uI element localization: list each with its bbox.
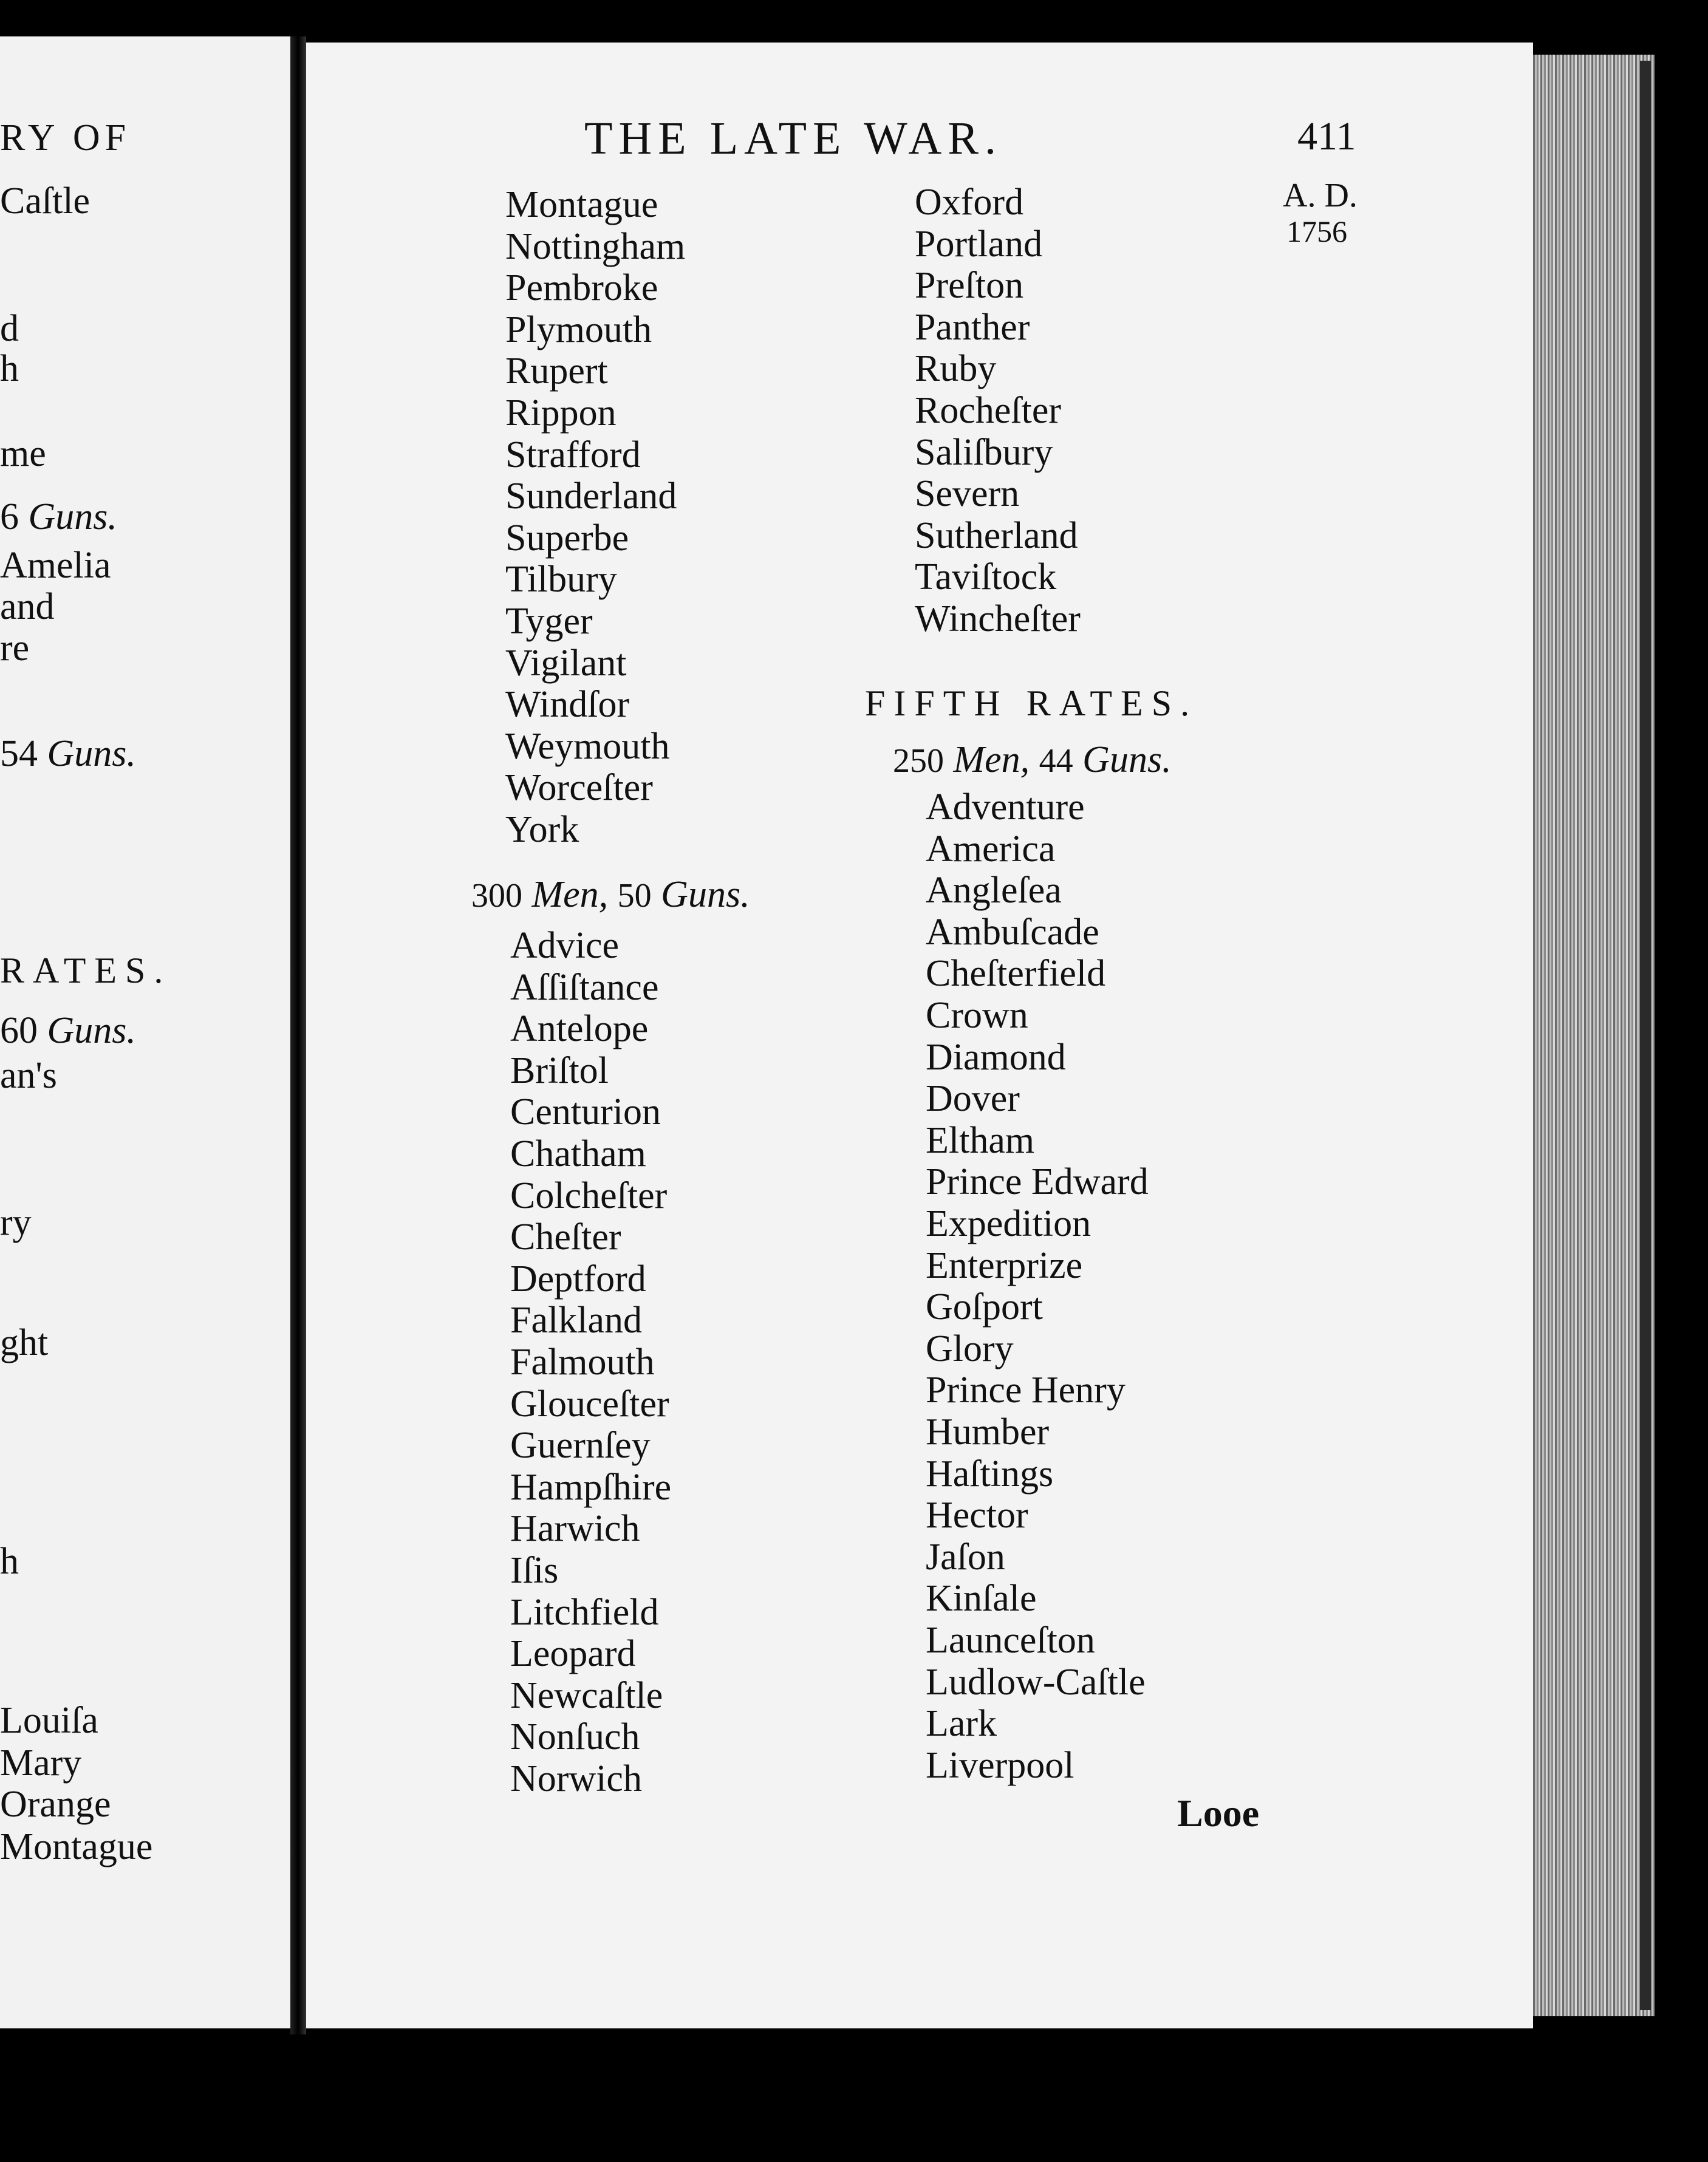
ship-name: Vigilant — [505, 642, 627, 684]
ship-name: Worceſter — [505, 767, 653, 809]
ship-name: Tyger — [505, 601, 593, 642]
ship-name: Adventure — [926, 786, 1085, 828]
ship-name: Prince Edward — [926, 1161, 1149, 1203]
running-head: THE LATE WAR. — [584, 113, 1002, 164]
ship-name: Oxford — [915, 182, 1024, 223]
ship-name: Weymouth — [505, 725, 670, 767]
previous-page-header: RY OF — [0, 117, 131, 159]
margin-note-year: 1756 — [1286, 214, 1347, 248]
ship-name: Saliſbury — [915, 431, 1053, 473]
ship-name: Cheſter — [510, 1216, 621, 1258]
ship-name: Portland — [915, 223, 1043, 265]
ship-name: Guernſey — [510, 1425, 651, 1467]
ship-name: Goſport — [926, 1286, 1043, 1328]
previous-page-line: Amelia — [0, 545, 111, 586]
ship-name: Leopard — [510, 1633, 636, 1675]
ship-name: Crown — [926, 995, 1028, 1036]
ship-name: Superbe — [505, 517, 629, 559]
ship-name: Kinſale — [926, 1578, 1037, 1620]
ship-name: Iſis — [510, 1550, 559, 1591]
ship-name: Enterprize — [926, 1244, 1083, 1286]
ship-name: Strafford — [505, 434, 641, 476]
ship-name: Glory — [926, 1328, 1014, 1369]
ship-name: Rippon — [505, 392, 617, 434]
ship-name: Prince Henry — [926, 1369, 1126, 1411]
ship-name: Angleſea — [926, 870, 1062, 912]
ship-name: Nonſuch — [510, 1716, 640, 1758]
ship-name: Ambuſcade — [926, 911, 1099, 953]
col2-guns-label: Guns. — [1082, 739, 1172, 780]
margin-note-label: A. D. — [1283, 177, 1358, 214]
ship-name: Dover — [926, 1078, 1020, 1120]
ship-name: Harwich — [510, 1508, 640, 1550]
ship-name: Expedition — [926, 1203, 1091, 1244]
ship-name: Aſſiſtance — [510, 966, 659, 1008]
ship-name: Newcaſtle — [510, 1674, 663, 1716]
previous-page-line: 6 Guns. — [0, 496, 117, 537]
previous-page-line: me — [0, 433, 46, 474]
previous-page-line: RATES. — [0, 950, 172, 991]
ship-name: Falmouth — [510, 1342, 655, 1383]
ship-name: Severn — [915, 473, 1020, 515]
ship-name: Eltham — [926, 1119, 1035, 1161]
ship-name: York — [505, 809, 579, 850]
previous-page-line: Louiſa — [0, 1700, 98, 1741]
previous-page-line: Montague — [0, 1826, 153, 1867]
bleed-through-mark — [1057, 115, 1130, 140]
ship-name: Advice — [510, 925, 620, 966]
ship-name: Preſton — [915, 265, 1024, 307]
previous-page-line: d — [0, 308, 19, 349]
previous-page-line: 60 Guns. — [0, 1010, 136, 1051]
ship-name: Tilbury — [505, 559, 617, 601]
ship-name: Launceſton — [926, 1620, 1095, 1661]
ship-name: Sutherland — [915, 514, 1078, 556]
page-edges — [1533, 55, 1655, 2016]
ship-name: Cheſterfield — [926, 953, 1106, 995]
ship-name: Colcheſter — [510, 1175, 668, 1216]
previous-page-line: Caſtle — [0, 180, 91, 222]
catchword: Looe — [1177, 1792, 1260, 1835]
ship-name: Norwich — [510, 1758, 642, 1799]
book-gutter — [290, 36, 306, 2034]
previous-page-line: and — [0, 586, 55, 627]
page-number: 411 — [1297, 114, 1356, 159]
ship-name: Falkland — [510, 1300, 642, 1342]
previous-page-line: ry — [0, 1202, 32, 1243]
ship-name: Windſor — [505, 684, 630, 726]
ship-name: Panther — [915, 306, 1030, 348]
ship-name: Rocheſter — [915, 390, 1062, 431]
ship-name: Liverpool — [926, 1744, 1074, 1786]
ship-name: America — [926, 828, 1056, 870]
previous-page-line: an's — [0, 1055, 57, 1096]
ship-name: Chatham — [510, 1133, 646, 1175]
ship-name: Jaſon — [926, 1536, 1005, 1578]
ship-name: Centurion — [510, 1091, 661, 1133]
previous-page-line: Orange — [0, 1784, 111, 1825]
previous-page-line: 54 Guns. — [0, 733, 136, 774]
col1-subheading — [471, 876, 750, 913]
ship-name: Ludlow-Caſtle — [926, 1661, 1146, 1703]
previous-page-line: h — [0, 348, 19, 389]
ship-name: Plymouth — [505, 309, 652, 350]
ship-name: Briſtol — [510, 1049, 609, 1091]
previous-page-line: h — [0, 1541, 19, 1582]
ship-name: Nottingham — [505, 225, 686, 267]
col2-men-count: 250 — [893, 742, 944, 780]
col2-subheading — [893, 741, 1172, 779]
ship-name: Rupert — [505, 350, 608, 392]
ship-name: Humber — [926, 1411, 1050, 1453]
ship-name: Montague — [505, 184, 658, 225]
ship-name: Haſtings — [926, 1453, 1054, 1495]
ship-name: Lark — [926, 1703, 997, 1745]
ship-name: Litchfield — [510, 1591, 659, 1633]
col1-men-label: Men, — [531, 874, 609, 915]
ship-name: Ruby — [915, 348, 997, 390]
ship-name: Glouceſter — [510, 1383, 669, 1425]
ship-name: Wincheſter — [915, 598, 1081, 639]
ship-name: Deptford — [510, 1258, 646, 1300]
col1-guns-label: Guns. — [661, 874, 750, 915]
ship-name: Sunderland — [505, 476, 677, 517]
ship-name: Taviſtock — [915, 556, 1057, 598]
fifth-rates-heading: FIFTH RATES. — [865, 683, 1198, 723]
ship-name: Pembroke — [505, 267, 658, 309]
ship-name: Hampſhire — [510, 1466, 672, 1508]
col1-guns-count: 50 — [617, 877, 652, 915]
col2-men-label: Men, — [953, 739, 1030, 780]
ship-name: Antelope — [510, 1008, 649, 1050]
col2-guns-count: 44 — [1039, 742, 1073, 780]
page-edge-shadow — [1640, 61, 1651, 2010]
previous-page-line: Mary — [0, 1742, 82, 1784]
ship-name: Hector — [926, 1495, 1028, 1536]
ship-name: Diamond — [926, 1036, 1066, 1078]
previous-page-line: ght — [0, 1322, 49, 1363]
col1-men-count: 300 — [471, 877, 522, 915]
previous-page-line: re — [0, 627, 30, 669]
